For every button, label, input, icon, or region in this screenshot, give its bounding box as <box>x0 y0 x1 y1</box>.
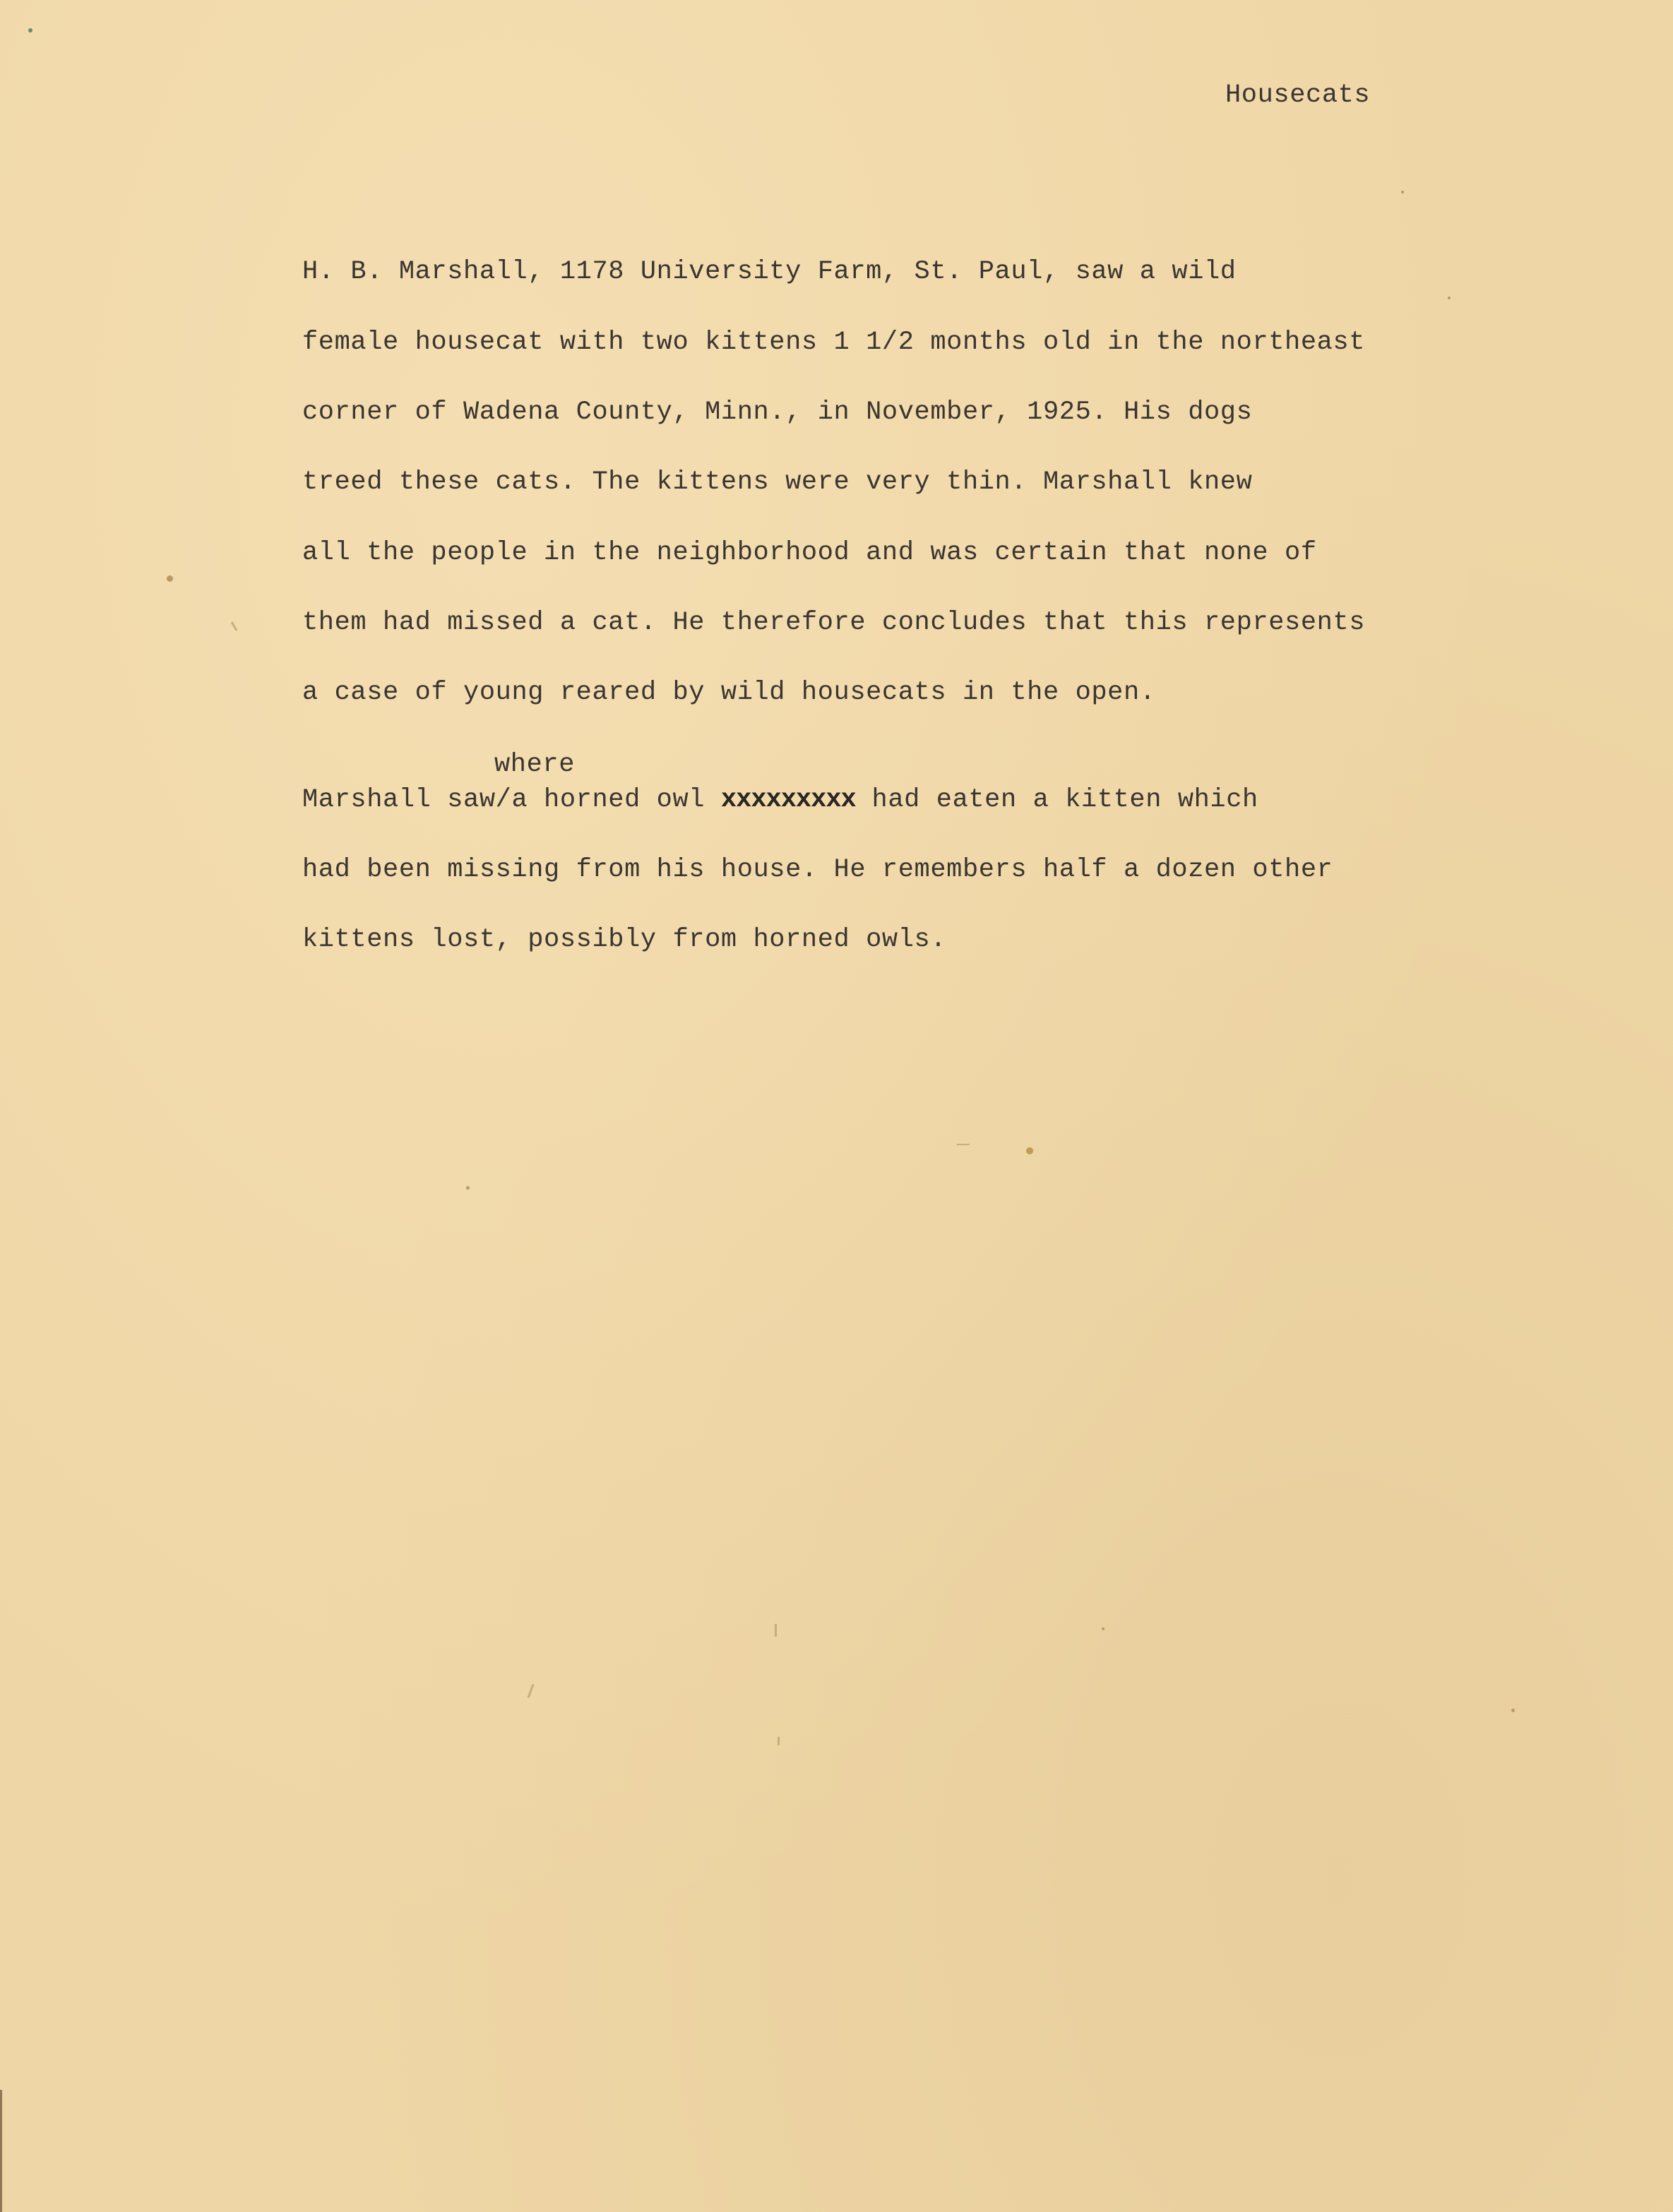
paper-edge-shadow <box>0 2090 2 2212</box>
page-header: Housecats <box>1225 80 1371 110</box>
paper-speck <box>466 1186 470 1190</box>
paper-scratch <box>231 621 238 631</box>
paragraph1-line-6: them had missed a cat. He therefore concludes that this represents <box>302 608 1366 638</box>
paper-scratch <box>778 1737 780 1745</box>
paper-speck <box>1102 1627 1105 1630</box>
paragraph1-line-3: corner of Wadena County, Minn., in November, 1925. His dogs <box>302 397 1253 427</box>
paragraph2-line-2: had been missing from his house. He remembers half a dozen other <box>302 855 1333 885</box>
paper-scratch <box>775 1624 777 1637</box>
paragraph1-line-7: a case of young reared by wild housecats in the open. <box>302 678 1156 707</box>
paper-scratch <box>957 1144 970 1145</box>
paper-speck <box>28 28 32 32</box>
paragraph2-line-1 <box>302 787 1258 813</box>
paper-speck <box>1511 1709 1515 1712</box>
paper-speck <box>1448 297 1451 299</box>
handwritten-insertion-where: where <box>494 750 576 779</box>
paper-speck <box>167 575 173 582</box>
paragraph1-line-1: H. B. Marshall, 1178 University Farm, St. Paul, saw a wild <box>302 257 1237 287</box>
paragraph2-line1-before: Marshall saw/a horned owl <box>302 785 721 815</box>
paper-scratch <box>528 1684 535 1698</box>
paragraph2-line1-after: had eaten a kitten which <box>855 785 1258 815</box>
paper-speck <box>1026 1147 1033 1154</box>
struck-out-text: xxxxxxxxx <box>720 785 856 815</box>
paragraph1-line-4: treed these cats. The kittens were very thin. Marshall knew <box>302 467 1253 497</box>
paragraph1-line-2: female housecat with two kittens 1 1/2 months old in the northeast <box>302 328 1366 357</box>
paragraph2-line-3: kittens lost, possibly from horned owls. <box>302 925 947 955</box>
paper-speck <box>1401 191 1404 193</box>
paragraph1-line-5: all the people in the neighborhood and was certain that none of <box>302 538 1317 568</box>
